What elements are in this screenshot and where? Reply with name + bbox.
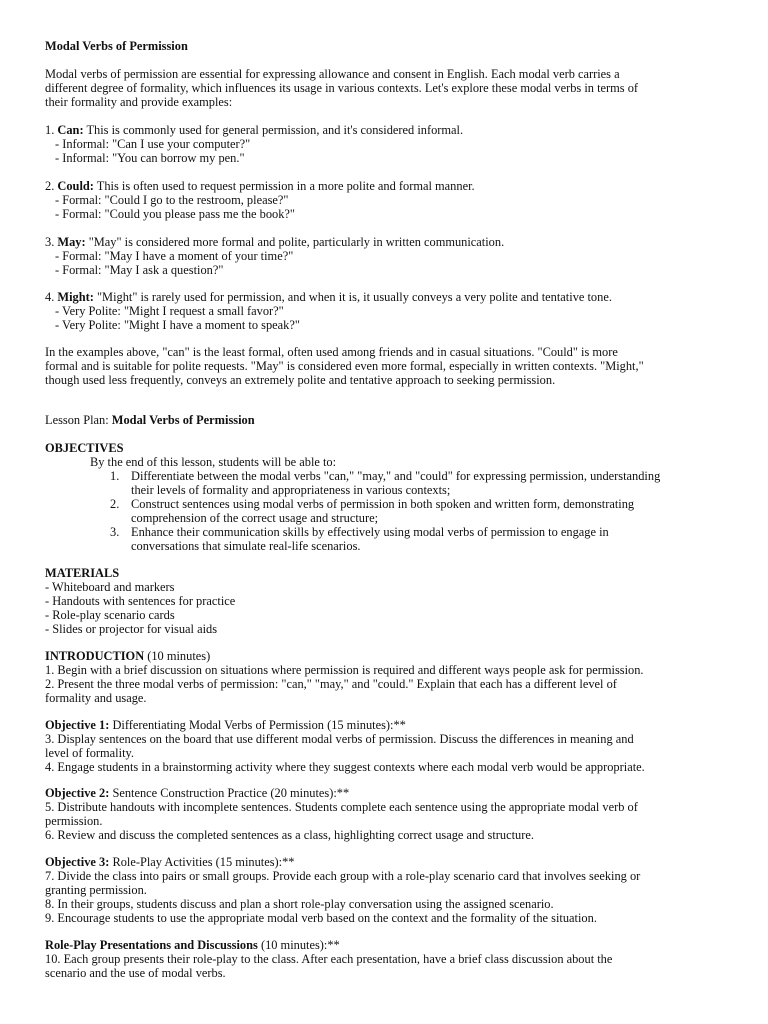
verb-description: This is commonly used for general permission, and it's considered informal. [83,123,464,137]
roleplay-line: 10. Each group presents their role-play to the class. After each presentation, have a brief class discussion about the [45,952,613,966]
verb-item-might [45,290,612,304]
summary-line: though used less frequently, conveys an extremely polite and tentative approach to seeking permission. [45,373,556,387]
objectives-lead: By the end of this lesson, students will be able to: [90,455,337,469]
introduction-time: (10 minutes) [144,649,211,663]
verb-name: Might: [57,290,94,304]
objective-number: 2. [110,497,120,511]
materials-item: - Whiteboard and markers [45,580,175,594]
objective1-line: 3. Display sentences on the board that use different modal verbs of permission. Discuss the differences in meaning and [45,732,634,746]
objective-line: Differentiate between the modal verbs "can," "may," and "could" for expressing permission, understanding [131,469,661,483]
objective1-heading [45,718,406,732]
objective-number: 1. [110,469,120,483]
lesson-plan-heading [45,413,255,427]
intro-line: different degree of formality, which influences its usage in various contexts. Let's explore these modal verbs in terms of [45,81,639,95]
objective-line: their levels of formality and appropriateness in various contexts; [131,483,451,497]
verb-number: 2. [45,179,55,193]
verb-description: This is often used to request permission in a more polite and formal manner. [93,179,475,193]
objective3-label: Objective 3: [45,855,110,869]
objective1-line: level of formality. [45,746,134,760]
objective-line: Construct sentences using modal verbs of permission in both spoken and written form, demonstrating [131,497,635,511]
roleplay-label: Role-Play Presentations and Discussions [45,938,258,952]
verb-item-may [45,235,504,249]
objectives-heading: OBJECTIVES [45,441,124,455]
verb-item-could [45,179,475,193]
verb-example: - Formal: "May I ask a question?" [55,263,224,277]
verb-example: - Informal: "Can I use your computer?" [55,137,251,151]
verb-example: - Informal: "You can borrow my pen." [55,151,245,165]
objective1-title: Differentiating Modal Verbs of Permission (15 minutes):** [109,718,406,732]
verb-description: "May" is considered more formal and polite, particularly in written communication. [85,235,505,249]
intro-line: their formality and provide examples: [45,95,233,109]
verb-name: Could: [57,179,94,193]
objective3-line: granting permission. [45,883,147,897]
introduction-heading [45,649,210,663]
objective3-title: Role-Play Activities (15 minutes):** [109,855,295,869]
verb-example: - Formal: "Could I go to the restroom, please?" [55,193,289,207]
verb-name: Can: [57,123,84,137]
verb-example: - Formal: "Could you please pass me the book?" [55,207,295,221]
verb-item-can [45,123,463,137]
document-title: Modal Verbs of Permission [45,39,188,53]
verb-number: 3. [45,235,55,249]
summary-line: formal and is suitable for polite requests. "May" is considered even more formal, especially in written contexts. "Might," [45,359,644,373]
objective2-label: Objective 2: [45,786,110,800]
objective-line: Enhance their communication skills by effectively using modal verbs of permission to engage in [131,525,609,539]
introduction-line: 2. Present the three modal verbs of permission: "can," "may," and "could." Explain that each has a different level of [45,677,617,691]
objective2-line: permission. [45,814,103,828]
objective2-line: 5. Distribute handouts with incomplete sentences. Students complete each sentence using the appropriate modal verb of [45,800,638,814]
objective3-heading [45,855,295,869]
objective-line: conversations that simulate real-life scenarios. [131,539,361,553]
roleplay-time: (10 minutes):** [257,938,340,952]
verb-name: May: [57,235,86,249]
lesson-plan-prefix: Lesson Plan: [45,413,112,427]
summary-line: In the examples above, "can" is the least formal, often used among friends and in casual situations. "Could" is more [45,345,618,359]
verb-number: 1. [45,123,55,137]
introduction-label: INTRODUCTION [45,649,145,663]
roleplay-line: scenario and the use of modal verbs. [45,966,226,980]
verb-description: "Might" is rarely used for permission, and when it is, it usually conveys a very polite and tentative tone. [93,290,612,304]
materials-item: - Role-play scenario cards [45,608,175,622]
introduction-line: formality and usage. [45,691,147,705]
objective1-label: Objective 1: [45,718,110,732]
objective-line: comprehension of the correct usage and structure; [131,511,379,525]
lesson-plan-title: Modal Verbs of Permission [111,413,255,427]
objective3-line: 9. Encourage students to use the appropriate modal verb based on the context and the formality of the situation. [45,911,597,925]
verb-example: - Very Polite: "Might I have a moment to speak?" [55,318,300,332]
objective-number: 3. [110,525,120,539]
objective1-line: 4. Engage students in a brainstorming activity where they suggest contexts where each modal verb would be appropriate. [45,760,645,774]
objective2-heading [45,786,349,800]
objective3-line: 7. Divide the class into pairs or small groups. Provide each group with a role-play scenario card that involves seeking or [45,869,641,883]
roleplay-heading [45,938,340,952]
verb-example: - Formal: "May I have a moment of your time?" [55,249,294,263]
introduction-line: 1. Begin with a brief discussion on situations where permission is required and different ways people ask for permission. [45,663,644,677]
materials-item: - Slides or projector for visual aids [45,622,218,636]
intro-line: Modal verbs of permission are essential for expressing allowance and consent in English. Each modal verb carries a [45,67,620,81]
materials-item: - Handouts with sentences for practice [45,594,236,608]
verb-example: - Very Polite: "Might I request a small favor?" [55,304,284,318]
verb-number: 4. [45,290,55,304]
objective2-line: 6. Review and discuss the completed sentences as a class, highlighting correct usage and structure. [45,828,534,842]
materials-heading: MATERIALS [45,566,120,580]
objective2-title: Sentence Construction Practice (20 minutes):** [109,786,350,800]
objective3-line: 8. In their groups, students discuss and plan a short role-play conversation using the assigned scenario. [45,897,554,911]
